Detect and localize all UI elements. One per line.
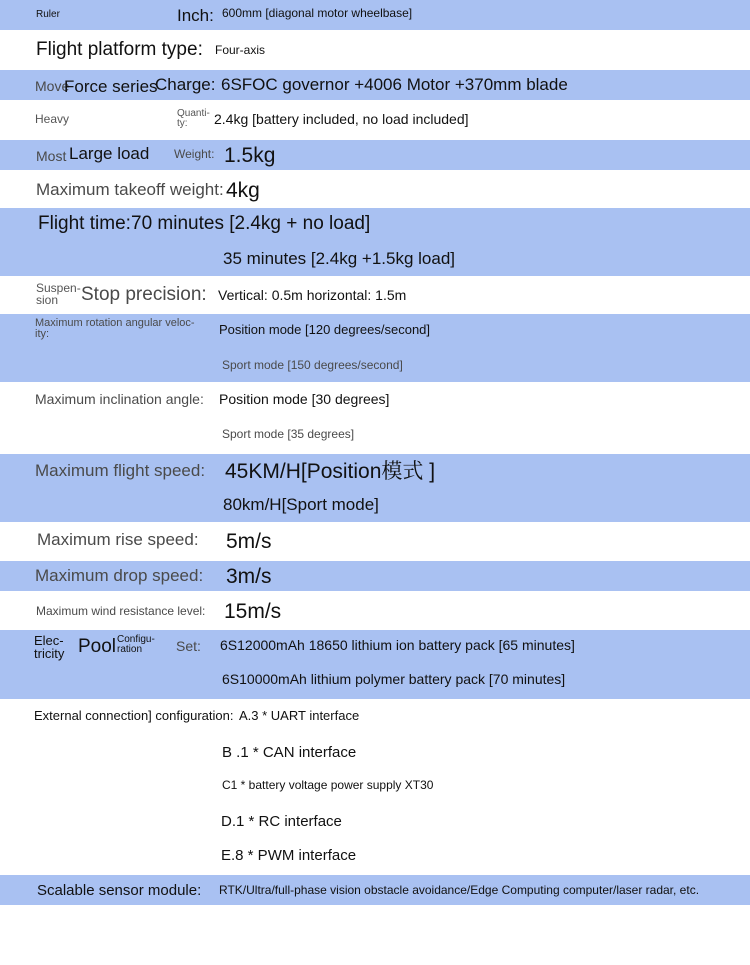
weight-label-2 [177, 109, 210, 129]
battery-label-3 [117, 635, 155, 655]
row-inclination [0, 382, 750, 454]
rotation-label-a: Maximum rotation angular veloc- [35, 317, 195, 329]
weight-label-1: Heavy [35, 112, 70, 126]
inclination-label: Maximum inclination angle: [35, 391, 204, 407]
inch-label: Inch: [177, 6, 214, 25]
inclination-value-1: Position mode [30 degrees] [219, 391, 390, 407]
ruler-label: Ruler [36, 9, 60, 20]
hover-label-1a: Suspen- [36, 281, 81, 295]
battery-label-4: Set: [176, 638, 201, 654]
rise-speed-label: Maximum rise speed: [37, 530, 199, 549]
row-external [0, 699, 750, 875]
external-value-3: C1 * battery voltage power supply XT30 [222, 778, 434, 792]
rise-speed-value: 5m/s [226, 530, 272, 553]
row-battery [0, 630, 750, 699]
battery-label-1b: tricity [34, 646, 65, 661]
flight-time-label: Flight time: [38, 213, 131, 234]
weight-value: 2.4kg [battery included, no load included] [214, 111, 469, 127]
rotation-label [35, 318, 195, 340]
row-power [0, 70, 750, 100]
external-value-5: E.8 * PWM interface [221, 847, 357, 864]
load-label-1: Most [36, 148, 67, 164]
load-value: 1.5kg [224, 144, 276, 167]
wind-label: Maximum wind resistance level: [36, 604, 206, 618]
flight-speed-label: Maximum flight speed: [35, 461, 206, 480]
hover-value: Vertical: 0.5m horizontal: 1.5m [218, 287, 407, 303]
external-value-1: A.3 * UART interface [239, 708, 360, 723]
platform-value: Four-axis [215, 43, 266, 57]
battery-label-1a: Elec- [34, 633, 64, 648]
sensor-value: RTK/Ultra/full-phase vision obstacle avoidance/Edge Computing computer/laser radar, etc. [219, 883, 700, 897]
power-label-2: Force series [64, 77, 158, 96]
row-max-load [0, 140, 750, 170]
power-label-3: Charge: [155, 75, 216, 94]
power-label-1: Move [35, 78, 70, 94]
takeoff-value: 4kg [226, 179, 260, 202]
row-wind [0, 591, 750, 630]
hover-label-1 [36, 282, 81, 306]
sensor-label: Scalable sensor module: [37, 882, 202, 899]
weight-label-2b: ty: [177, 118, 188, 129]
row-platform [0, 30, 750, 70]
row-rise-speed [0, 522, 750, 561]
rotation-value-1: Position mode [120 degrees/second] [219, 322, 431, 337]
load-label-3: Weight: [174, 147, 215, 161]
flight-speed-value-1: 45KM/H[Position模式 ] [225, 460, 436, 483]
battery-label-3b: ration [117, 644, 143, 655]
wind-value: 15m/s [224, 600, 282, 623]
external-label: External connection] configuration: [34, 708, 234, 723]
load-label-2: Large load [69, 144, 150, 163]
hover-label-2: Stop precision: [81, 284, 207, 305]
weight-label-2a: Quanti- [177, 108, 210, 119]
flight-speed-value-2: 80km/H[Sport mode] [223, 495, 379, 514]
row-wheelbase [0, 0, 750, 30]
battery-value-2: 6S10000mAh lithium polymer battery pack [70 minutes] [222, 671, 566, 687]
row-hover [0, 276, 750, 314]
rotation-label-b: ity: [35, 328, 50, 340]
inclination-value-2: Sport mode [35 degrees] [222, 427, 355, 441]
row-weight [0, 100, 750, 140]
battery-label-2: Pool [78, 636, 117, 657]
wheelbase-value: 600mm [diagonal motor wheelbase] [222, 6, 413, 20]
battery-label-1 [34, 634, 64, 660]
row-flight-time [0, 208, 750, 276]
takeoff-label: Maximum takeoff weight: [36, 180, 224, 199]
external-value-4: D.1 * RC interface [221, 813, 342, 830]
flight-time-value-1: 70 minutes [2.4kg + no load] [131, 213, 371, 234]
row-sensor [0, 875, 750, 905]
battery-label-3a: Configu- [117, 634, 155, 645]
flight-time-value-2: 35 minutes [2.4kg +1.5kg load] [223, 249, 456, 268]
platform-label: Flight platform type: [36, 39, 203, 60]
drop-speed-label: Maximum drop speed: [35, 566, 204, 585]
external-value-2: B .1 * CAN interface [222, 744, 357, 761]
row-takeoff [0, 170, 750, 208]
rotation-value-2: Sport mode [150 degrees/second] [222, 358, 403, 372]
row-flight-speed [0, 454, 750, 522]
row-rotation [0, 314, 750, 382]
battery-value-1: 6S12000mAh 18650 lithium ion battery pack [65 minutes] [220, 637, 575, 653]
drop-speed-value: 3m/s [226, 565, 272, 588]
hover-label-1b: sion [36, 293, 59, 307]
power-value: 6SFOC governor +4006 Motor +370mm blade [221, 75, 568, 94]
row-drop-speed [0, 561, 750, 591]
